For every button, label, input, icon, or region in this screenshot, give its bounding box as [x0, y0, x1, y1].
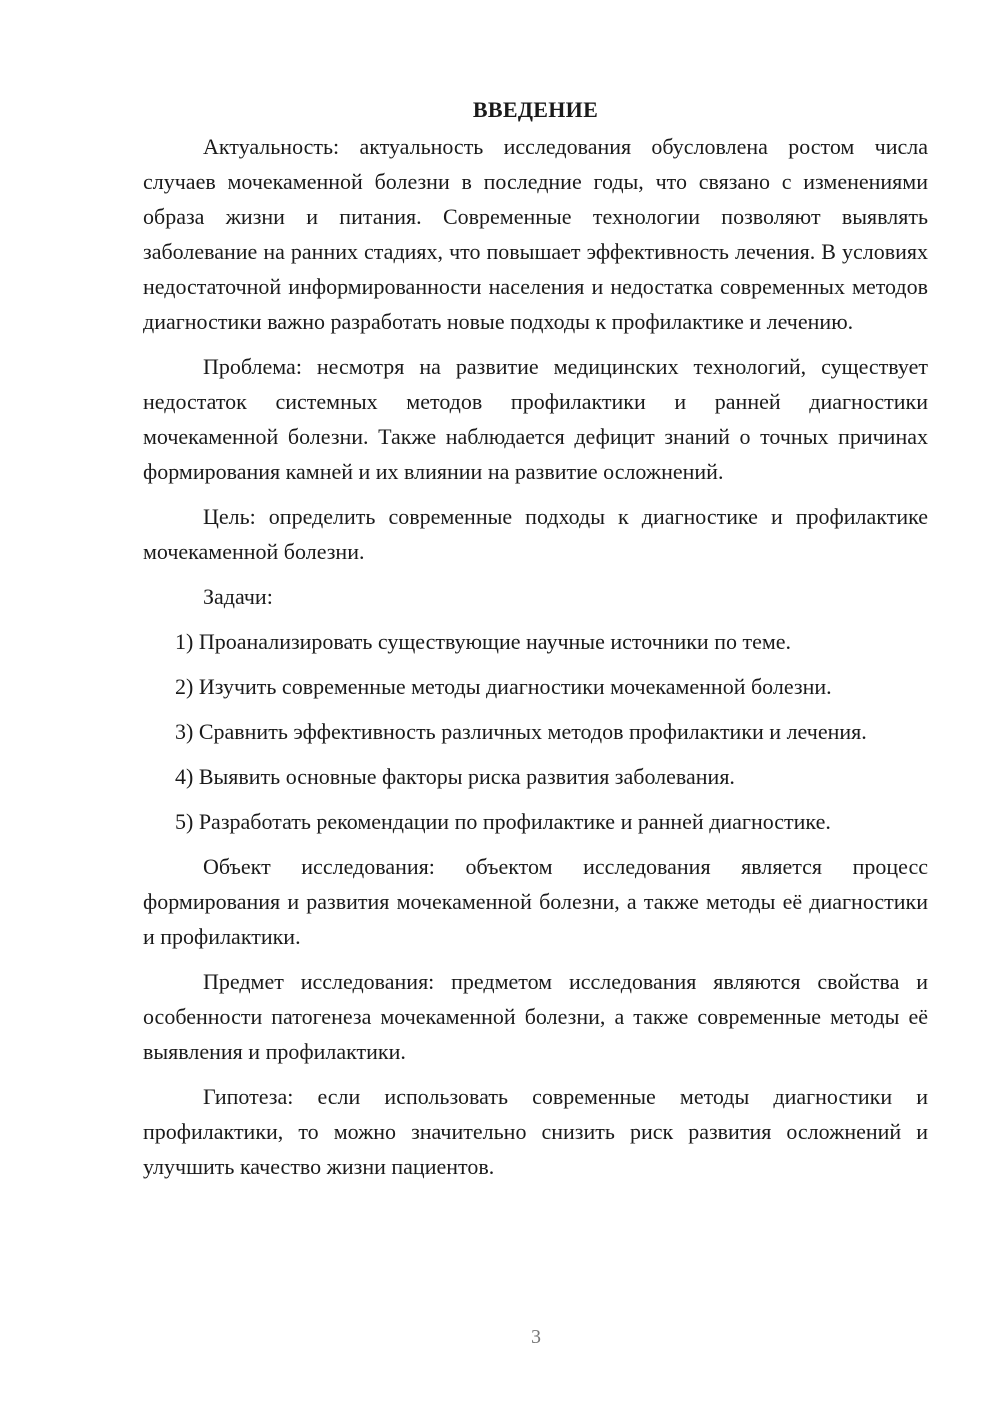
paragraph-object: Объект исследования: объектом исследования является процесс формирования и развития мочекаменной болезни, а также методы её диагностики и профилактики. [143, 854, 928, 949]
tasks-heading: Задачи: [203, 584, 273, 609]
page-content [143, 92, 928, 1194]
task-item-3: 3) Сравнить эффективность различных методов профилактики и лечения. [175, 719, 867, 744]
paragraph-relevance: Актуальность: актуальность исследования обусловлена ростом числа случаев мочекаменной болезни в последние годы, что связано с изменениями образа жизни и питания. Современные технологии позволяют выявлять заболевание на ранних стадиях, что повышает эффективность лечения. В условиях недостаточной информированности населения и недостатка современных методов диагностики важно разработать новые подходы к профилактике и лечению. [143, 134, 928, 334]
task-item-5: 5) Разработать рекомендации по профилактике и ранней диагностике. [175, 809, 831, 834]
task-item-1: 1) Проанализировать существующие научные источники по теме. [175, 629, 792, 654]
task-item-2: 2) Изучить современные методы диагностики мочекаменной болезни. [175, 674, 832, 699]
paragraph-subject: Предмет исследования: предметом исследования являются свойства и особенности патогенеза мочекаменной болезни, а также современные методы её выявления и профилактики. [143, 969, 928, 1064]
paragraph-goal: Цель: определить современные подходы к диагностике и профилактике мочекаменной болезни. [143, 504, 928, 564]
paragraph-hypothesis: Гипотеза: если использовать современные методы диагностики и профилактики, то можно значительно снизить риск развития осложнений и улучшить качество жизни пациентов. [143, 1084, 928, 1179]
section-title: ВВЕДЕНИЕ [472, 97, 599, 122]
task-item-4: 4) Выявить основные факторы риска развития заболевания. [175, 764, 735, 789]
page-number: 3 [531, 1326, 541, 1348]
paragraph-problem: Проблема: несмотря на развитие медицинских технологий, существует недостаток системных методов профилактики и ранней диагностики мочекаменной болезни. Также наблюдается дефицит знаний о точных причинах формирования камней и их влиянии на развитие осложнений. [143, 354, 928, 484]
